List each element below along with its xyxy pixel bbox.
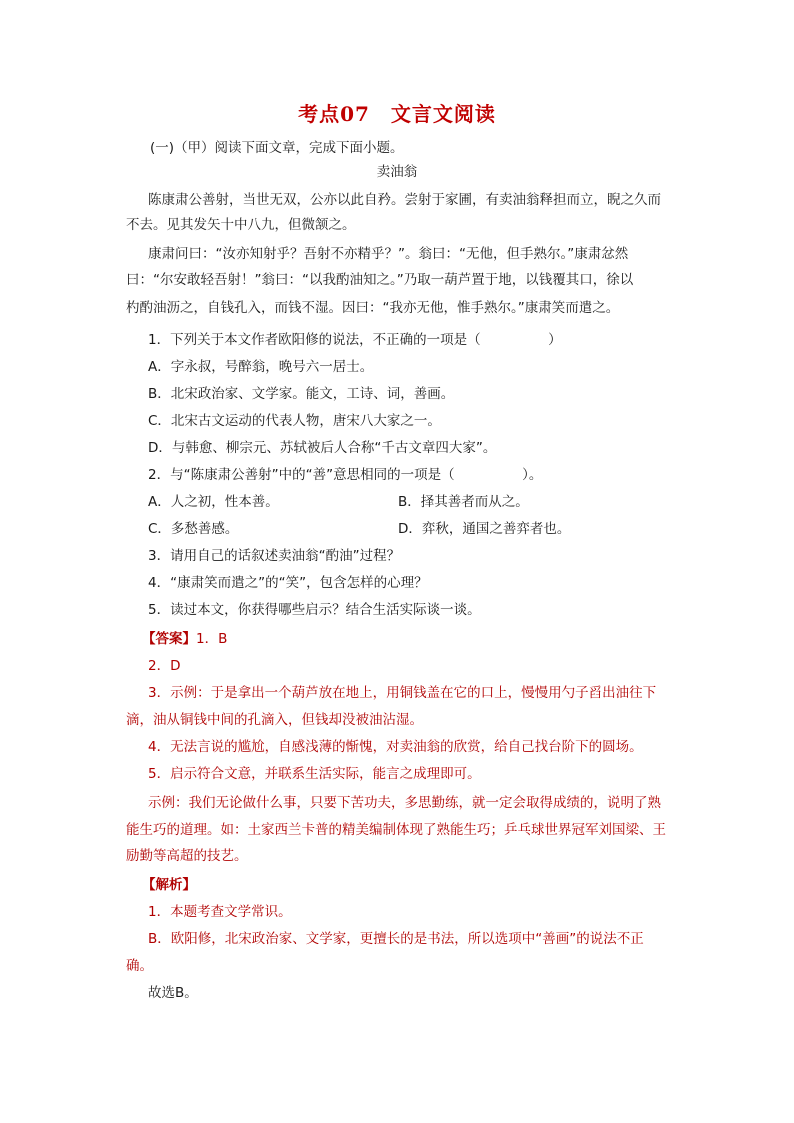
example-line: 示例：我们无论做什么事，只要下苦功夫，多思勤练，就一定会取得成绩的，说明了熟 (148, 795, 661, 811)
answer-1: 1．B (196, 631, 228, 647)
answer-4: 4．无法言说的尴尬，自感浅薄的惭愧，对卖油翁的欣赏，给自己找台阶下的圆场。 (148, 739, 643, 755)
page-title: 考点07 文言文阅读 (298, 102, 496, 126)
analysis-label: 【解析】 (142, 877, 196, 893)
question-2: 2．与“陈康肃公善射”中的“善”意思相同的一项是（ ）。 (148, 467, 543, 483)
passage-line: 陈康肃公善射，当世无双，公亦以此自矜。尝射于家圃，有卖油翁释担而立，睨之久而 (148, 192, 661, 208)
answer-label: 【答案】 (142, 631, 196, 647)
question-3: 3．请用自己的话叙述卖油翁“酌油”过程？ (148, 548, 401, 564)
q2-option-d: D．弈秋，通国之善弈者也。 (398, 521, 571, 537)
example-line: 能生巧的道理。如：土家西兰卡普的精美编制体现了熟能生巧；乒乓球世界冠军刘国梁、王 (126, 822, 666, 838)
q1-option-d: D．与韩愈、柳宗元、苏轼被后人合称“千古文章四大家”。 (148, 440, 497, 456)
example-line: 励勤等高超的技艺。 (126, 848, 248, 864)
question-1: 1．下列关于本文作者欧阳修的说法，不正确的一项是（ ） (148, 332, 562, 348)
answer-2: 2．D (148, 658, 181, 674)
answer-5: 5．启示符合文意，并联系生活实际，能言之成理即可。 (148, 766, 481, 782)
q2-option-a: A．人之初，性本善。 (148, 494, 279, 510)
passage-title: 卖油翁 (376, 164, 418, 180)
analysis-conclusion: 故选B。 (148, 985, 198, 1001)
analysis-line: 确。 (126, 958, 153, 974)
analysis-line: B．欧阳修，北宋政治家、文学家，更擅长的是书法，所以选项中“善画”的说法不正 (148, 931, 644, 947)
answer-3-line: 滴，油从铜钱中间的孔滴入，但钱却没被油沾湿。 (126, 712, 423, 728)
q2-option-b: B．择其善者而从之。 (398, 494, 529, 510)
answer-row-1 (142, 629, 227, 649)
question-5: 5．读过本文，你获得哪些启示？结合生活实际谈一谈。 (148, 602, 481, 618)
passage-line: 不去。见其发矢十中八九，但微颔之。 (126, 217, 356, 233)
q1-option-a: A．字永叔，号醉翁，晚号六一居士。 (148, 359, 374, 375)
q1-option-c: C．北宋古文运动的代表人物，唐宋八大家之一。 (148, 413, 441, 429)
answer-3-line: 3．示例：于是拿出一个葫芦放在地上，用铜钱盖在它的口上，慢慢用勺子舀出油往下 (148, 685, 657, 701)
section-intro: (一)（甲）阅读下面文章，完成下面小题。 (150, 140, 404, 156)
question-4: 4．“康肃笑而遣之”的“笑”，包含怎样的心理？ (148, 575, 428, 591)
analysis-line: 1．本题考查文学常识。 (148, 904, 292, 920)
passage-line: 杓酌油沥之，自钱孔入，而钱不湿。因曰：“我亦无他，惟手熟尔。”康肃笑而遣之。 (126, 300, 620, 316)
passage-line: 曰：“尔安敢轻吾射！”翁曰：“以我酌油知之。”乃取一葫芦置于地，以钱覆其口，徐以 (126, 272, 634, 288)
passage-line: 康肃问曰：“汝亦知射乎？吾射不亦精乎？”。翁曰：“无他，但手熟尔。”康肃忿然 (148, 246, 629, 262)
q2-option-c: C．多愁善感。 (148, 521, 239, 537)
q1-option-b: B．北宋政治家、文学家。能文，工诗、词，善画。 (148, 386, 455, 402)
